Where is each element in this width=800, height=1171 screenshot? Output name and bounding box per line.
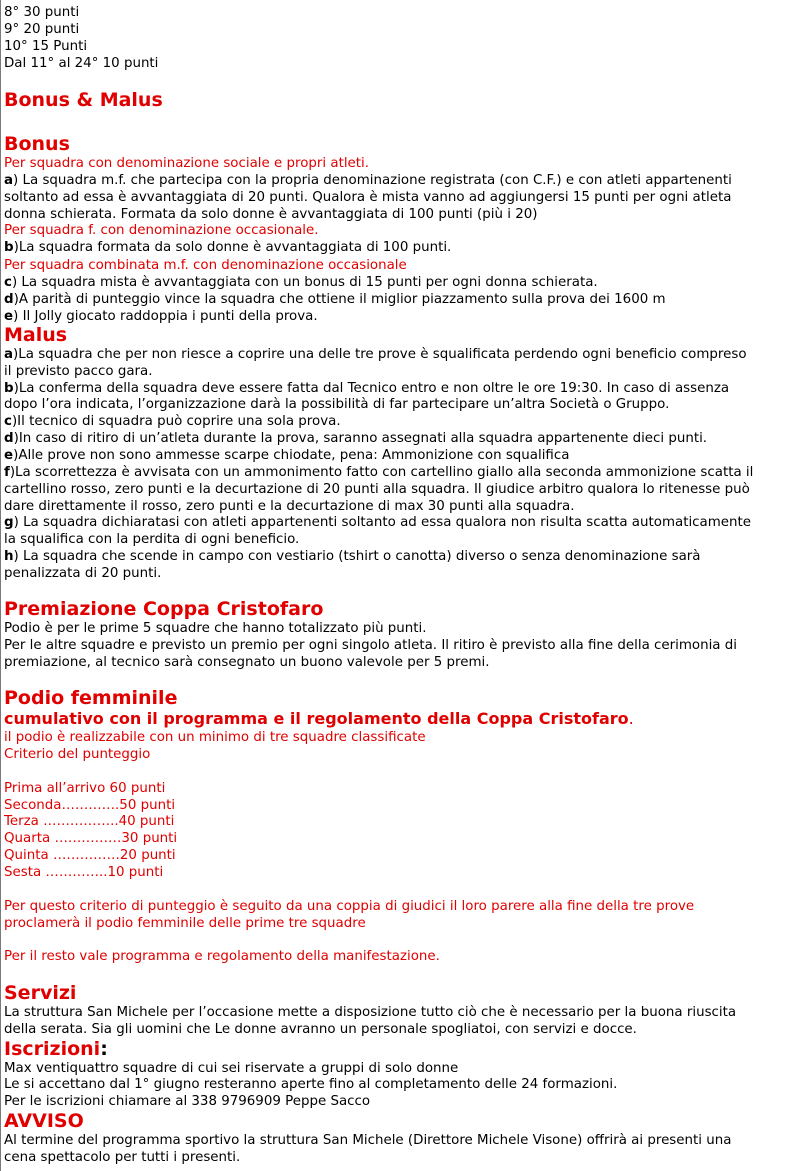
bonus-heading: Bonus	[4, 133, 70, 155]
item-letter: d	[4, 292, 14, 307]
servizi-line: La struttura San Michele per l’occasione mette a disposizione tutto ciò che è necessario per la buona riuscita	[4, 1005, 737, 1020]
premiazione-heading: Premiazione Coppa Cristofaro	[4, 598, 324, 620]
bonus-subtitle: Per squadra con denominazione sociale e propri atleti.	[4, 156, 370, 171]
malus-item-h: h) La squadra che scende in campo con vestiario (tshirt o canotta) diverso o senza denominazione sarà	[4, 549, 701, 564]
malus-item-b-cont: dopo l’ora indicata, l’organizzazione darà la possibilità di far partecipare un’altra Società o Gruppo.	[4, 397, 670, 412]
premiazione-line: premiazione, al tecnico sarà consegnato un buono valevole per 5 premi.	[4, 655, 490, 670]
malus-item-e: e)Alle prove non sono ammesse scarpe chiodate, pena: Ammonizione con squalifica	[4, 448, 570, 463]
item-letter: c	[4, 275, 12, 290]
item-letter: c	[4, 414, 12, 429]
score-row: Quarta ……………30 punti	[4, 831, 178, 846]
avviso-heading: AVVISO	[4, 1110, 84, 1132]
malus-item-g-cont: la squalifica con la perdita di ogni beneficio.	[4, 532, 300, 547]
item-letter: e	[4, 309, 14, 324]
podio-subtitle: cumulativo con il programma e il regolamento della Coppa Cristofaro.	[4, 709, 634, 728]
item-letter: b	[4, 240, 14, 255]
podio-line: Criterio del punteggio	[4, 747, 151, 762]
ranking-line: 10° 15 Punti	[4, 39, 88, 54]
bonus-item-a-cont: soltanto ad essa è avvantaggiata di 20 punti. Qualora è mista vanno ad aggiungersi 15 punti per ogni atleta	[4, 190, 732, 205]
ranking-line: 9° 20 punti	[4, 22, 80, 37]
avviso-line: Al termine del programma sportivo la struttura San Michele (Direttore Michele Visone) offrirà ai presenti una	[4, 1133, 732, 1148]
premiazione-line: Podio è per le prime 5 squadre che hanno totalizzato più punti.	[4, 621, 427, 636]
malus-item-f-cont: cartellino rosso, zero punti e la decurtazione di 20 punti alla squadra. Il giudice arbitro qualora lo ritenesse può	[4, 482, 750, 497]
ranking-line: Dal 11° al 24° 10 punti	[4, 56, 159, 71]
malus-item-c: c)Il tecnico di squadra può coprire una sola prova.	[4, 414, 341, 429]
servizi-heading: Servizi	[4, 982, 77, 1004]
item-letter: d	[4, 431, 14, 446]
score-row: Quinta ……………20 punti	[4, 848, 176, 863]
score-row: Seconda………….50 punti	[4, 798, 176, 813]
malus-item-a-cont: il previsto pacco gara.	[4, 364, 153, 379]
podio-note: proclamerà il podio femminile delle prime tre squadre	[4, 916, 366, 931]
podio-note: Per questo criterio di punteggio è seguito da una coppia di giudici il loro parere alla fine della tre prove	[4, 899, 695, 914]
score-row: Prima all’arrivo 60 punti	[4, 781, 166, 796]
malus-item-a: a)La squadra che per non riesce a coprire una delle tre prove è squalificata perdendo ogni beneficio compreso	[4, 347, 747, 362]
malus-item-f: f)La scorrettezza è avvisata con un ammonimento fatto con cartellino giallo alla seconda ammonizione scatta il	[4, 465, 754, 480]
malus-heading: Malus	[4, 324, 68, 346]
score-row: Terza ……………..40 punti	[4, 814, 175, 829]
item-letter: h	[4, 549, 14, 564]
avviso-line: cena spettacolo per tutti i presenti.	[4, 1150, 241, 1165]
bonus-item-e: e) Il Jolly giocato raddoppia i punti della prova.	[4, 309, 318, 324]
item-letter: a	[4, 347, 14, 362]
iscrizioni-line: Max ventiquattro squadre di cui sei riservate a gruppi di solo donne	[4, 1061, 459, 1076]
item-letter: g	[4, 515, 14, 530]
iscrizioni-line: Le si accettano dal 1° giugno resteranno aperte fino al completamento delle 24 formazioni.	[4, 1077, 618, 1092]
score-row: Sesta …………..10 punti	[4, 865, 164, 880]
malus-item-g: g) La squadra dichiaratasi con atleti appartenenti soltanto ad essa qualora non risulta scatta automaticamente	[4, 515, 751, 530]
item-letter: f	[4, 465, 10, 480]
ranking-line: 8° 30 punti	[4, 5, 80, 20]
malus-item-h-cont: penalizzata di 20 punti.	[4, 566, 162, 581]
podio-heading: Podio femminile	[4, 687, 178, 709]
malus-item-b: b)La conferma della squadra deve essere fatta dal Tecnico entro e non oltre le ore 19:30. In caso di assenza	[4, 381, 730, 396]
iscrizioni-line: Per le iscrizioni chiamare al 338 9796909 Peppe Sacco	[4, 1094, 371, 1109]
bonus-item-a-cont: donna schierata. Formata da solo donne è avvantaggiata di 100 punti (più i 20)	[4, 207, 538, 222]
servizi-line: della serata. Sia gli uomini che Le donne avranno un personale spogliatoi, con servizi e docce.	[4, 1022, 637, 1037]
bonus-subtitle: Per squadra f. con denominazione occasionale.	[4, 223, 319, 238]
podio-line: il podio è realizzabile con un minimo di tre squadre classificate	[4, 730, 426, 745]
bonus-item-d: d)A parità di punteggio vince la squadra che ottiene il miglior piazzamento sulla prova dei 1600 m	[4, 292, 666, 307]
iscrizioni-heading: Iscrizioni:	[4, 1038, 108, 1060]
bonus-item-b: b)La squadra formata da solo donne è avvantaggiata di 100 punti.	[4, 240, 452, 255]
malus-item-d: d)In caso di ritiro di un’atleta durante la prova, saranno assegnati alla squadra appartenente dieci punti.	[4, 431, 708, 446]
bonus-subtitle: Per squadra combinata m.f. con denominazione occasionale	[4, 258, 407, 273]
item-letter: e	[4, 448, 14, 463]
malus-item-f-cont: dare direttamente il rosso, zero punti e la decurtazione di max 30 punti alla squadra.	[4, 499, 575, 514]
premiazione-line: Per le altre squadre e previsto un premio per ogni singolo atleta. Il ritiro è previsto alla fine della cerimonia di	[4, 638, 737, 653]
item-letter: b	[4, 381, 14, 396]
podio-rest: Per il resto vale programma e regolamento della manifestazione.	[4, 949, 440, 964]
bonus-item-c: c) La squadra mista è avvantaggiata con un bonus di 15 punti per ogni donna schierata.	[4, 275, 598, 290]
bonus-malus-heading: Bonus & Malus	[4, 89, 163, 111]
item-letter: a	[4, 173, 14, 188]
bonus-item-a: a) La squadra m.f. che partecipa con la propria denominazione registrata (con C.F.) e con atleti appartenenti	[4, 173, 732, 188]
